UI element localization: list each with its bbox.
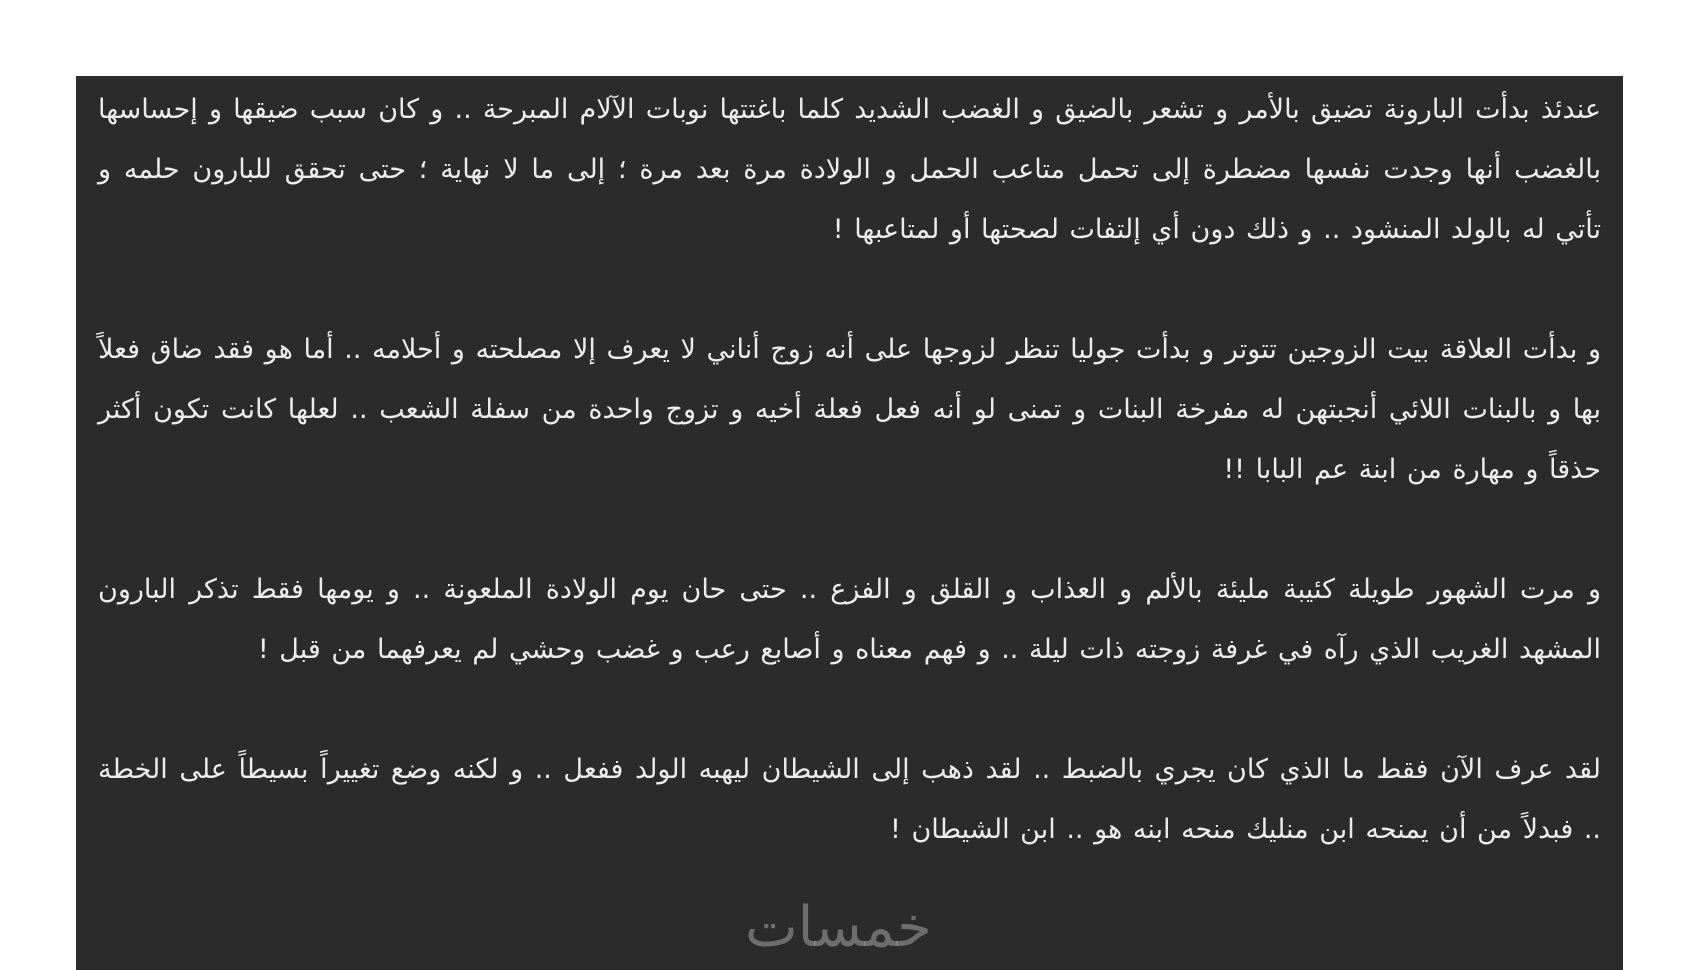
site-watermark: خمسات: [745, 895, 932, 960]
article-paragraph-4: لقد عرف الآن فقط ما الذي كان يجري بالضبط .. لقد ذهب إلى الشيطان ليهبه الولد ففعل .. و لكنه وضع تغييراً بسيطاً على الخطة .. فبدلاً من أن يمنحه ابن منليك منحه ابنه هو .. ابن الشيطان !: [98, 754, 1601, 845]
article-paragraph-1: عندئذ بدأت البارونة تضيق بالأمر و تشعر بالضيق و الغضب الشديد كلما باغتتها نوبات الآلام المبرحة .. و كان سبب ضيقها و إحساسها بالغضب أنها وجدت نفسها مضطرة إلى تحمل متاعب الحمل و الولادة مرة بعد مرة ؛ إلى ما لا نهاية ؛ حتى تحقق للبارون حلمه و تأتي له بالولد المنشود .. و ذلك دون أي إلتفات لصحتها أو لمتاعبها !: [98, 94, 1601, 245]
article-paragraph-3: و مرت الشهور طويلة كئيبة مليئة بالألم و العذاب و القلق و الفزع .. حتى حان يوم الولادة الملعونة .. و يومها فقط تذكر البارون المشهد الغريب الذي رآه في غرفة زوجته ذات ليلة .. و فهم معناه و أصابع رعب و غضب وحشي لم يعرفهما من قبل !: [98, 574, 1601, 665]
article-panel: [76, 76, 1623, 970]
article-paragraph-2: و بدأت العلاقة بيت الزوجين تتوتر و بدأت جوليا تنظر لزوجها على أنه زوج أناني لا يعرف إلا مصلحته و أحلامه .. أما هو فقد ضاق فعلاً بها و بالبنات اللائي أنجبتهن له مفرخة البنات و تمنى لو أنه فعل فعلة أخيه و تزوج واحدة من سفلة الشعب .. لعلها كانت تكون أكثر حذقاً و مهارة من ابنة عم البابا !!: [98, 334, 1601, 485]
